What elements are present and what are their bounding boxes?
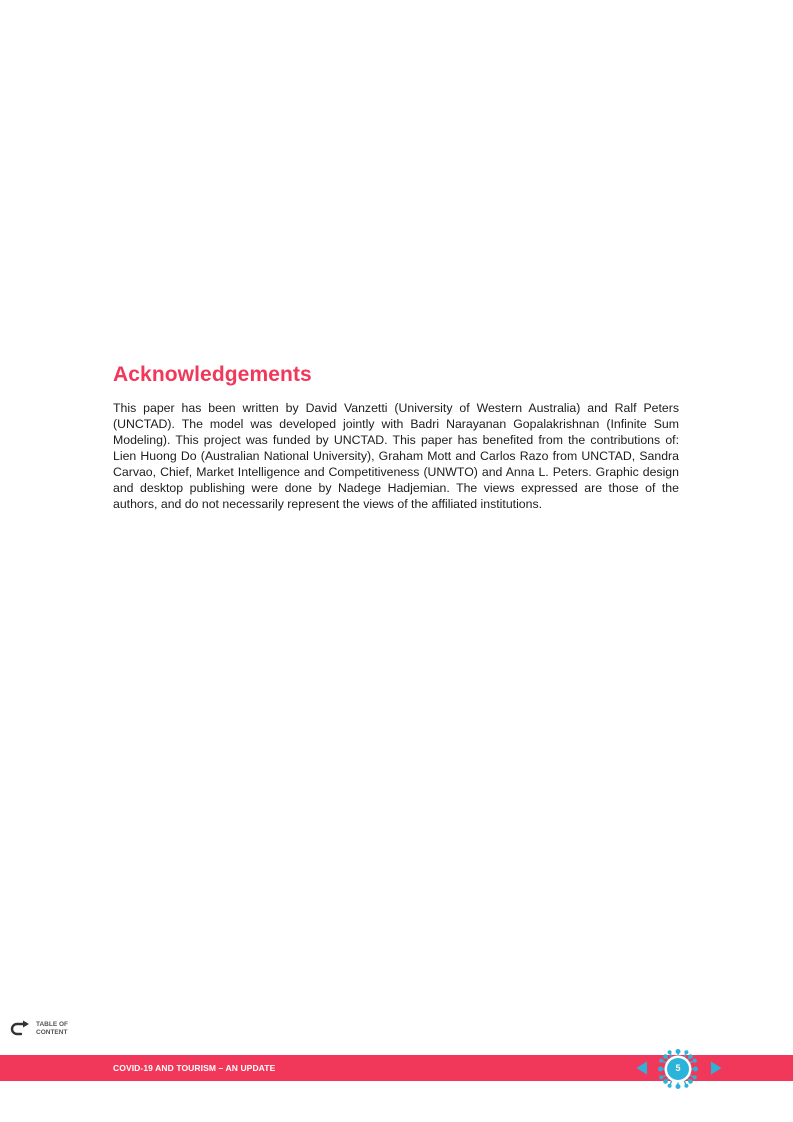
next-page-button[interactable] — [710, 1061, 722, 1075]
footer-title: COVID-19 AND TOURISM – AN UPDATE — [113, 1063, 276, 1073]
acknowledgements-paragraph: This paper has been written by David Vanzetti (University of Western Australia) and Ralf Peters (UNCTAD). The model was developed jointly with Badri Narayanan Gopalakrishnan (Infinite Sum Modeling). This project was funded by UNCTAD. This paper has benefited from the contributions of: Lien Huong Do (Australian National University), Graham Mott and Carlos Razo from UNCTAD, Sandra Carvao, Chief, Market Intelligence and Competitiveness (UNWTO) and Anna L. Peters. Graphic design and desktop publishing were done by Nadege Hadjemian. The views expressed are those of the authors, and do not necessarily represent the views of the affiliated institutions. — [113, 401, 679, 511]
table-of-content-label: TABLE OF CONTENT — [36, 1021, 69, 1036]
table-of-content-link[interactable] — [10, 1020, 74, 1038]
previous-page-button[interactable] — [636, 1061, 648, 1075]
return-arrow-icon — [10, 1020, 31, 1038]
page-content — [113, 362, 679, 512]
section-heading: Acknowledgements — [113, 363, 312, 386]
page-number: 5 — [675, 1063, 681, 1073]
page-number-badge — [657, 1048, 699, 1090]
